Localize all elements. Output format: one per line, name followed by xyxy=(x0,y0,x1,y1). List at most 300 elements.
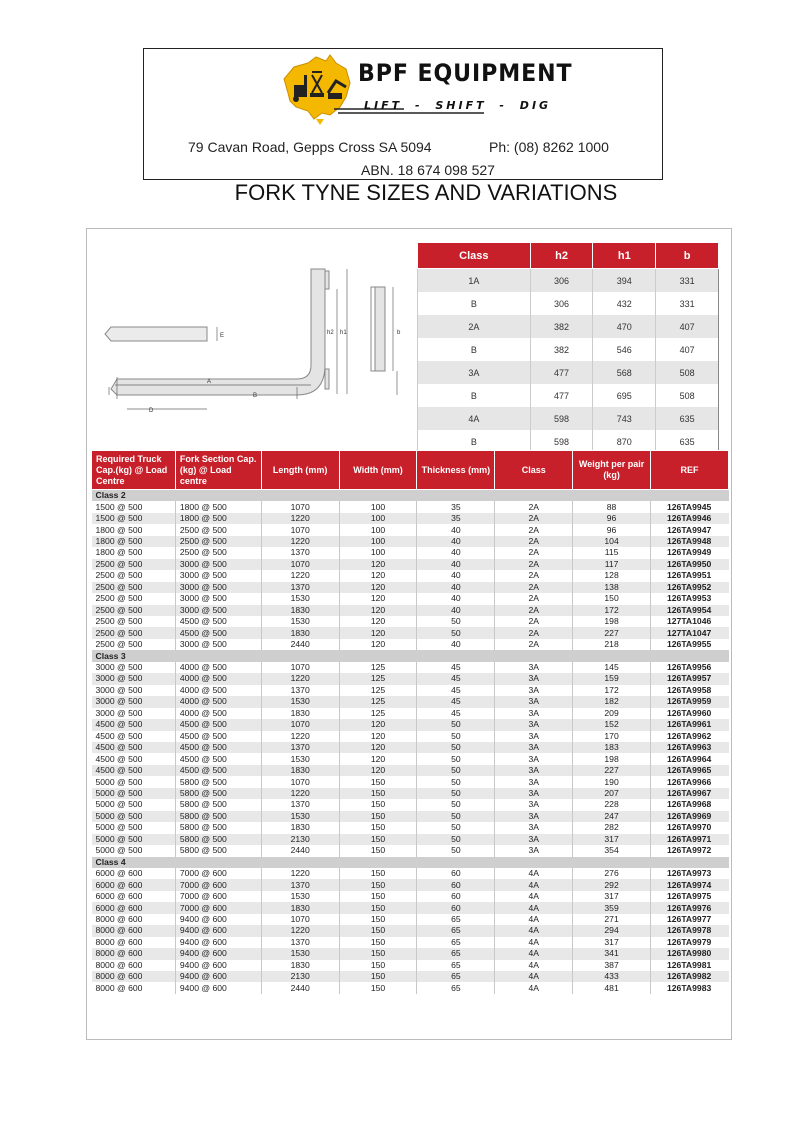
table-cell: 1530 xyxy=(261,753,339,764)
table-cell: 150 xyxy=(339,891,417,902)
spec-table-header: REF xyxy=(650,451,728,490)
table-cell: 3A xyxy=(495,765,573,776)
table-cell: 152 xyxy=(573,719,651,730)
table-cell: 3A xyxy=(495,753,573,764)
class-table-cell: 432 xyxy=(593,292,656,315)
table-cell: 1370 xyxy=(261,879,339,890)
table-cell: 40 xyxy=(417,639,495,650)
class-table-row xyxy=(418,407,719,430)
class-table-row xyxy=(418,361,719,384)
ref-code: 126TA9951 xyxy=(650,570,728,581)
class-table-cell: 598 xyxy=(530,430,593,454)
table-cell: 2440 xyxy=(261,639,339,650)
table-cell: 2500 @ 500 xyxy=(92,559,176,570)
table-cell: 150 xyxy=(339,845,417,856)
spec-table-header: Class xyxy=(495,451,573,490)
ref-code: 126TA9976 xyxy=(650,902,728,913)
table-cell: 1370 xyxy=(261,799,339,810)
table-cell: 150 xyxy=(573,593,651,604)
table-row xyxy=(92,765,729,776)
class-table-cell: 407 xyxy=(656,315,719,338)
table-row xyxy=(92,593,729,604)
label-b: b xyxy=(397,330,401,336)
table-cell: 2A xyxy=(495,547,573,558)
table-cell: 4500 @ 500 xyxy=(92,765,176,776)
class-table-cell: 306 xyxy=(530,292,593,315)
table-cell: 9400 @ 600 xyxy=(175,914,261,925)
ref-code: 126TA9972 xyxy=(650,845,728,856)
table-row xyxy=(92,582,729,593)
label-bb: B xyxy=(253,393,258,399)
label-a: A xyxy=(207,379,212,385)
table-cell: 4A xyxy=(495,971,573,982)
table-cell: 45 xyxy=(417,685,495,696)
class-table-header: b xyxy=(656,243,719,269)
table-cell: 150 xyxy=(339,948,417,959)
table-cell: 1800 @ 500 xyxy=(175,501,261,512)
table-cell: 1070 xyxy=(261,719,339,730)
ref-code: 126TA9970 xyxy=(650,822,728,833)
class-group-row xyxy=(92,490,729,502)
table-cell: 100 xyxy=(339,501,417,512)
table-cell: 5000 @ 500 xyxy=(95,799,143,810)
table-row xyxy=(92,902,729,913)
ref-code: 126TA9968 xyxy=(650,799,728,810)
ref-code: 126TA9980 xyxy=(650,948,728,959)
table-cell: 40 xyxy=(417,593,495,604)
table-cell: 1530 xyxy=(261,811,339,822)
table-cell: 5000 @ 500 xyxy=(92,834,176,845)
table-cell: 317 xyxy=(573,937,651,948)
table-cell: 45 xyxy=(417,673,495,684)
table-cell: 1830 xyxy=(261,627,339,638)
table-cell: 341 xyxy=(573,948,651,959)
table-cell: 1370 xyxy=(261,937,339,948)
table-cell: 1220 xyxy=(261,536,339,547)
table-cell: 8000 @ 600 xyxy=(95,959,143,970)
table-row xyxy=(92,513,729,524)
table-row xyxy=(92,788,729,799)
table-cell: 40 xyxy=(417,582,495,593)
table-cell: 282 xyxy=(573,822,651,833)
table-cell: 120 xyxy=(339,639,417,650)
class-table-cell: 568 xyxy=(593,361,656,384)
table-cell: 120 xyxy=(339,742,417,753)
ref-code: 126TA9981 xyxy=(650,960,728,971)
table-row xyxy=(92,879,729,890)
table-cell: 3000 @ 500 xyxy=(175,570,261,581)
table-cell: 6000 @ 600 xyxy=(92,902,176,913)
table-cell: 3A xyxy=(495,776,573,787)
table-cell: 4500 @ 500 xyxy=(175,719,261,730)
table-cell: 2A xyxy=(495,605,573,616)
class-table-cell: 870 xyxy=(593,430,656,454)
table-cell: 96 xyxy=(573,524,651,535)
table-cell: 247 xyxy=(573,811,651,822)
table-cell: 2130 xyxy=(261,834,339,845)
table-cell: 2A xyxy=(495,582,573,593)
table-cell: 5000 @ 500 xyxy=(92,811,176,822)
table-cell: 1220 xyxy=(261,513,339,524)
class-table-cell: 508 xyxy=(656,361,719,384)
table-cell: 100 xyxy=(339,513,417,524)
table-cell: 182 xyxy=(573,696,651,707)
table-cell: 125 xyxy=(339,685,417,696)
class-table-cell: 1A xyxy=(418,269,531,293)
table-cell: 4000 @ 500 xyxy=(175,696,261,707)
class-table-cell: 477 xyxy=(530,361,593,384)
table-cell: 4500 @ 500 xyxy=(175,731,261,742)
table-cell: 5000 @ 500 xyxy=(95,776,143,787)
table-cell: 9400 @ 600 xyxy=(175,971,261,982)
table-row xyxy=(92,501,729,512)
ref-code: 126TA9971 xyxy=(650,834,728,845)
table-row xyxy=(92,891,729,902)
abn: ABN. 18 674 098 527 xyxy=(361,162,495,178)
table-cell: 120 xyxy=(339,559,417,570)
table-cell: 1530 xyxy=(261,891,339,902)
table-cell: 207 xyxy=(573,788,651,799)
class-group-label: Class 3 xyxy=(92,650,729,661)
table-cell: 3A xyxy=(495,742,573,753)
table-cell: 3A xyxy=(495,719,573,730)
table-cell: 100 xyxy=(339,524,417,535)
table-cell: 3000 @ 500 xyxy=(95,662,143,673)
class-table-cell: 394 xyxy=(593,269,656,293)
table-cell: 145 xyxy=(573,662,651,673)
spec-table-header: Weight per pair (kg) xyxy=(573,451,651,490)
class-table-cell: 3A xyxy=(418,361,531,384)
table-cell: 7000 @ 600 xyxy=(175,891,261,902)
table-row xyxy=(92,925,729,936)
table-cell: 65 xyxy=(417,914,495,925)
table-cell: 50 xyxy=(417,845,495,856)
table-cell: 65 xyxy=(417,948,495,959)
table-cell: 3A xyxy=(495,731,573,742)
table-cell: 2500 @ 500 xyxy=(175,524,261,535)
table-cell: 1500 @ 500 xyxy=(95,501,143,512)
table-cell: 2500 @ 500 xyxy=(175,547,261,558)
table-cell: 150 xyxy=(339,799,417,810)
table-row xyxy=(92,524,729,535)
table-cell: 294 xyxy=(573,925,651,936)
class-group-label: Class 2 xyxy=(92,490,729,502)
table-cell: 6000 @ 600 xyxy=(92,879,176,890)
ref-code: 126TA9958 xyxy=(650,685,728,696)
class-table-row xyxy=(418,338,719,361)
table-row xyxy=(92,811,729,822)
table-cell: 1070 xyxy=(261,776,339,787)
table-cell: 3A xyxy=(495,845,573,856)
table-cell: 8000 @ 600 xyxy=(92,948,176,959)
table-cell: 60 xyxy=(417,891,495,902)
table-cell: 150 xyxy=(339,822,417,833)
table-cell: 3A xyxy=(495,799,573,810)
table-cell: 9400 @ 600 xyxy=(175,960,261,971)
table-cell: 5800 @ 500 xyxy=(175,822,261,833)
ref-code: 126TA9960 xyxy=(650,708,728,719)
table-cell: 6000 @ 600 xyxy=(95,868,143,879)
table-cell: 50 xyxy=(417,765,495,776)
label-d: D xyxy=(149,408,154,414)
table-cell: 65 xyxy=(417,960,495,971)
ref-code: 126TA9953 xyxy=(650,593,728,604)
class-group-row xyxy=(92,650,729,661)
table-cell: 2A xyxy=(495,524,573,535)
table-cell: 1830 xyxy=(261,960,339,971)
table-cell: 1370 xyxy=(261,582,339,593)
ref-code: 126TA9973 xyxy=(650,868,728,879)
table-cell: 40 xyxy=(417,524,495,535)
table-cell: 172 xyxy=(573,685,651,696)
table-cell: 2A xyxy=(495,627,573,638)
table-cell: 4000 @ 500 xyxy=(175,662,261,673)
class-table-cell: 635 xyxy=(656,430,719,454)
table-cell: 1830 xyxy=(261,708,339,719)
table-cell: 3A xyxy=(495,685,573,696)
ref-code: 126TA9974 xyxy=(650,879,728,890)
table-cell: 2440 xyxy=(261,982,339,993)
table-cell: 3000 @ 500 xyxy=(92,673,176,684)
table-cell: 292 xyxy=(573,879,651,890)
ref-code: 127TA1046 xyxy=(650,616,728,627)
table-cell: 60 xyxy=(417,902,495,913)
table-cell: 172 xyxy=(573,605,651,616)
table-cell: 1220 xyxy=(261,868,339,879)
class-table-cell: 331 xyxy=(656,269,719,293)
table-row xyxy=(92,937,729,948)
table-cell: 198 xyxy=(573,753,651,764)
table-cell: 4000 @ 500 xyxy=(175,673,261,684)
class-table-cell: 743 xyxy=(593,407,656,430)
table-cell: 120 xyxy=(339,616,417,627)
table-cell: 125 xyxy=(339,673,417,684)
table-cell: 359 xyxy=(573,902,651,913)
table-cell: 8000 @ 600 xyxy=(92,925,176,936)
class-table-cell: 546 xyxy=(593,338,656,361)
table-cell: 40 xyxy=(417,605,495,616)
table-cell: 1530 xyxy=(261,616,339,627)
table-cell: 117 xyxy=(573,559,651,570)
table-cell: 4A xyxy=(495,891,573,902)
ref-code: 126TA9969 xyxy=(650,811,728,822)
class-dimensions-table xyxy=(417,242,719,454)
ref-code: 126TA9952 xyxy=(650,582,728,593)
table-cell: 387 xyxy=(573,960,651,971)
table-cell: 2440 xyxy=(261,845,339,856)
table-cell: 9400 @ 600 xyxy=(175,925,261,936)
ref-code: 126TA9962 xyxy=(650,731,728,742)
table-cell: 2500 @ 500 xyxy=(95,639,143,650)
table-cell: 1830 xyxy=(261,765,339,776)
ref-code: 126TA9946 xyxy=(650,513,728,524)
class-table-cell: 2A xyxy=(418,315,531,338)
table-cell: 276 xyxy=(573,868,651,879)
table-cell: 128 xyxy=(573,570,651,581)
ref-code: 126TA9967 xyxy=(650,788,728,799)
table-cell: 5800 @ 500 xyxy=(175,799,261,810)
table-row xyxy=(92,834,729,845)
table-cell: 3A xyxy=(495,696,573,707)
table-cell: 4500 @ 500 xyxy=(92,719,176,730)
table-cell: 5000 @ 500 xyxy=(95,845,143,856)
table-cell: 4500 @ 500 xyxy=(175,742,261,753)
table-cell: 3000 @ 500 xyxy=(92,696,176,707)
table-row xyxy=(92,662,729,673)
ref-code: 126TA9964 xyxy=(650,753,728,764)
table-cell: 1070 xyxy=(261,559,339,570)
address: 79 Cavan Road, Gepps Cross SA 5094 xyxy=(188,139,432,155)
table-cell: 1830 xyxy=(261,605,339,616)
table-cell: 40 xyxy=(417,570,495,581)
table-row xyxy=(92,547,729,558)
table-row xyxy=(92,971,729,982)
table-cell: 88 xyxy=(573,501,651,512)
table-row xyxy=(92,982,729,993)
table-cell: 45 xyxy=(417,662,495,673)
table-cell: 317 xyxy=(573,834,651,845)
table-row xyxy=(92,639,729,650)
table-cell: 1370 xyxy=(261,742,339,753)
class-table-cell: 4A xyxy=(418,407,531,430)
spec-table-header: Length (mm) xyxy=(261,451,339,490)
ref-code: 126TA9949 xyxy=(650,547,728,558)
table-cell: 150 xyxy=(339,982,417,993)
table-cell: 120 xyxy=(339,627,417,638)
class-table-row xyxy=(418,269,719,293)
table-cell: 1500 @ 500 xyxy=(92,513,176,524)
table-cell: 120 xyxy=(339,605,417,616)
table-cell: 4A xyxy=(495,925,573,936)
table-cell: 138 xyxy=(573,582,651,593)
table-cell: 125 xyxy=(339,662,417,673)
table-cell: 1070 xyxy=(261,524,339,535)
phone: Ph: (08) 8262 1000 xyxy=(489,139,609,155)
table-cell: 4500 @ 500 xyxy=(175,753,261,764)
table-cell: 96 xyxy=(573,513,651,524)
table-cell: 2500 @ 500 xyxy=(92,627,176,638)
table-row xyxy=(92,616,729,627)
spec-panel xyxy=(86,228,732,1040)
class-table-row xyxy=(418,384,719,407)
brand-name: BPF EQUIPMENT xyxy=(358,59,573,87)
table-cell: 4500 @ 500 xyxy=(175,627,261,638)
table-cell: 5800 @ 500 xyxy=(175,776,261,787)
table-row xyxy=(92,605,729,616)
table-cell: 2500 @ 500 xyxy=(95,570,143,581)
table-cell: 50 xyxy=(417,811,495,822)
table-cell: 9400 @ 600 xyxy=(175,948,261,959)
table-cell: 1220 xyxy=(261,731,339,742)
table-cell: 4A xyxy=(495,982,573,993)
table-cell: 3000 @ 500 xyxy=(175,639,261,650)
table-cell: 1220 xyxy=(261,673,339,684)
table-cell: 4A xyxy=(495,948,573,959)
label-h1: h1 xyxy=(340,330,347,336)
ref-code: 126TA9948 xyxy=(650,536,728,547)
table-cell: 2A xyxy=(495,616,573,627)
ref-code: 126TA9983 xyxy=(650,982,728,993)
table-cell: 9400 @ 600 xyxy=(175,937,261,948)
table-cell: 50 xyxy=(417,731,495,742)
table-cell: 7000 @ 600 xyxy=(175,902,261,913)
table-row xyxy=(92,708,729,719)
class-table-cell: 382 xyxy=(530,315,593,338)
table-cell: 4A xyxy=(495,914,573,925)
table-cell: 317 xyxy=(573,891,651,902)
table-row xyxy=(92,536,729,547)
class-table-cell: 508 xyxy=(656,384,719,407)
table-cell: 65 xyxy=(417,982,495,993)
ref-code: 126TA9963 xyxy=(650,742,728,753)
table-cell: 40 xyxy=(417,536,495,547)
label-h2: h2 xyxy=(327,330,334,336)
table-cell: 1070 xyxy=(261,501,339,512)
table-cell: 50 xyxy=(417,627,495,638)
table-cell: 3A xyxy=(495,834,573,845)
table-cell: 150 xyxy=(339,834,417,845)
table-cell: 170 xyxy=(573,731,651,742)
table-cell: 104 xyxy=(573,536,651,547)
table-cell: 4500 @ 500 xyxy=(92,742,176,753)
table-cell: 4000 @ 500 xyxy=(175,685,261,696)
fork-specs-table xyxy=(91,450,729,994)
table-cell: 150 xyxy=(339,914,417,925)
class-table-header: h1 xyxy=(593,243,656,269)
table-cell: 4A xyxy=(495,960,573,971)
class-table-cell: B xyxy=(418,430,531,454)
table-cell: 198 xyxy=(573,616,651,627)
table-cell: 4A xyxy=(495,868,573,879)
table-cell: 190 xyxy=(573,776,651,787)
table-cell: 5800 @ 500 xyxy=(175,811,261,822)
table-cell: 159 xyxy=(573,673,651,684)
table-cell: 2500 @ 500 xyxy=(95,616,143,627)
table-cell: 5000 @ 500 xyxy=(95,822,143,833)
page-title: FORK TYNE SIZES AND VARIATIONS xyxy=(234,180,618,205)
table-cell: 2A xyxy=(495,570,573,581)
table-cell: 50 xyxy=(417,799,495,810)
class-table-header: Class xyxy=(418,243,531,269)
class-table-cell: 598 xyxy=(530,407,593,430)
table-cell: 40 xyxy=(417,547,495,558)
spec-table-header: Thickness (mm) xyxy=(417,451,495,490)
table-cell: 3A xyxy=(495,822,573,833)
fork-diagram xyxy=(97,259,407,459)
table-cell: 35 xyxy=(417,513,495,524)
ref-code: 126TA9947 xyxy=(650,524,728,535)
table-cell: 227 xyxy=(573,765,651,776)
table-cell: 218 xyxy=(573,639,651,650)
ref-code: 126TA9945 xyxy=(650,501,728,512)
table-cell: 1530 xyxy=(261,696,339,707)
ref-code: 126TA9954 xyxy=(650,605,728,616)
table-cell: 50 xyxy=(417,788,495,799)
table-cell: 8000 @ 600 xyxy=(95,913,143,924)
table-cell: 50 xyxy=(417,742,495,753)
table-cell: 1530 xyxy=(261,593,339,604)
table-cell: 120 xyxy=(339,582,417,593)
table-cell: 125 xyxy=(339,708,417,719)
table-cell: 150 xyxy=(339,879,417,890)
class-table-cell: 306 xyxy=(530,269,593,293)
class-table-cell: B xyxy=(418,292,531,315)
table-cell: 100 xyxy=(339,536,417,547)
table-cell: 150 xyxy=(339,925,417,936)
table-cell: 50 xyxy=(417,776,495,787)
table-cell: 4500 @ 500 xyxy=(175,616,261,627)
table-cell: 1800 @ 500 xyxy=(175,513,261,524)
